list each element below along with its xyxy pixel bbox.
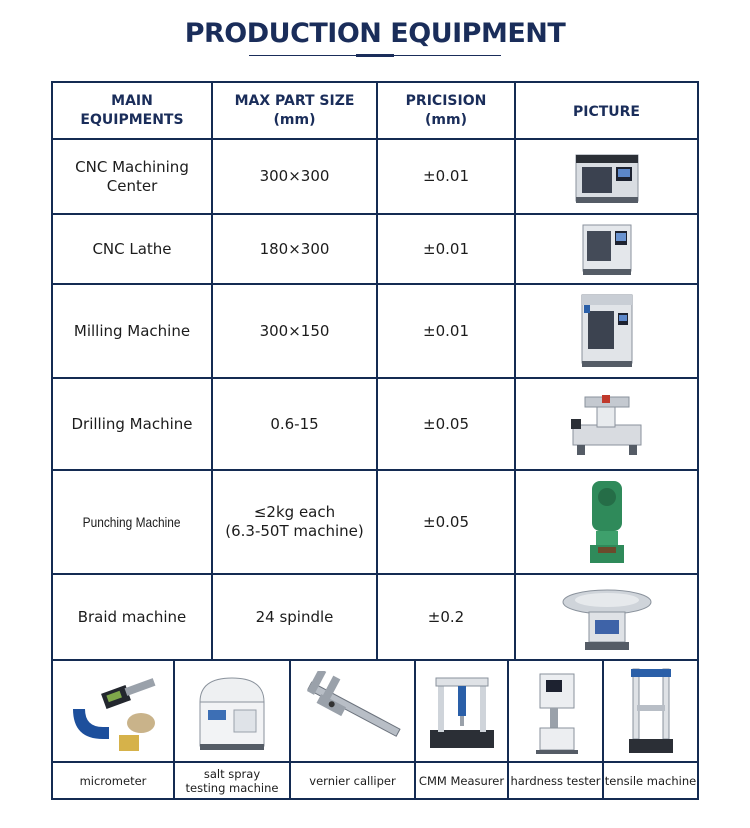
precision-value: ±0.01	[423, 167, 469, 185]
table-row-precision	[376, 283, 516, 379]
table-row-precision	[376, 469, 516, 575]
drilling-machine-icon	[567, 389, 647, 459]
equipment-name: Braid machine	[77, 607, 187, 626]
equipment-name: Punching Machine	[83, 513, 181, 530]
instrument-picture	[289, 659, 416, 763]
hardness-tester-icon	[526, 666, 586, 756]
equipment-name: CNC Machining Center	[75, 157, 189, 195]
table-row-size	[211, 213, 378, 285]
table-row-name	[51, 213, 213, 285]
table-row-name	[51, 469, 213, 575]
page-title: PRODUCTION EQUIPMENT	[184, 18, 566, 49]
table-row-precision	[376, 138, 516, 215]
cnc-machining-center-icon	[572, 147, 642, 207]
header-equipment	[51, 81, 213, 140]
table-row-picture	[514, 573, 699, 661]
vernier-calliper-icon	[297, 671, 409, 751]
table-row-name	[51, 377, 213, 471]
table-row-precision	[376, 213, 516, 285]
table-row-name	[51, 283, 213, 379]
instrument-name-line1: salt spray	[203, 766, 261, 781]
max-part-size: 24 spindle	[255, 607, 334, 626]
table-row-precision	[376, 377, 516, 471]
equipment-name: Milling Machine	[73, 321, 191, 340]
header-picture	[514, 81, 699, 140]
instrument-picture	[51, 659, 175, 763]
instrument-picture	[173, 659, 291, 763]
max-part-size-line2: (6.3-50T machine)	[225, 522, 364, 540]
table-row-picture	[514, 213, 699, 285]
cnc-lathe-icon	[577, 221, 637, 277]
braid-machine-icon	[559, 578, 655, 656]
instrument-label	[602, 761, 699, 800]
equipment-name: CNC Lathe	[92, 239, 172, 258]
max-part-size: 300×300	[259, 167, 330, 185]
max-part-size: 300×150	[259, 321, 330, 340]
header-size	[211, 81, 378, 140]
precision-value: ±0.05	[423, 414, 469, 433]
instrument-name: micrometer	[79, 773, 147, 788]
instrument-picture	[414, 659, 509, 763]
precision-value: ±0.01	[423, 239, 469, 258]
punching-machine-icon	[582, 477, 632, 567]
max-part-size: 180×300	[259, 239, 330, 258]
table-row-name	[51, 138, 213, 215]
table-row-size	[211, 573, 378, 661]
instrument-name-line2: testing machine	[185, 780, 279, 795]
instrument-picture	[602, 659, 699, 763]
table-row-size	[211, 469, 378, 575]
title-underline-accent	[356, 54, 394, 57]
micrometer-icon	[63, 669, 163, 753]
header-size-label: MAX PART SIZE (mm)	[234, 92, 355, 128]
table-row-size	[211, 138, 378, 215]
table-row-picture	[514, 377, 699, 471]
precision-value: ±0.2	[427, 607, 465, 626]
precision-value: ±0.05	[423, 512, 469, 531]
instrument-label	[507, 761, 604, 800]
instrument-name: hardness tester	[510, 773, 601, 788]
max-part-size-line1: ≤2kg each	[253, 503, 336, 521]
table-row-picture	[514, 138, 699, 215]
instrument-label	[173, 761, 291, 800]
header-precision-label: PRICISION (mm)	[405, 92, 487, 128]
table-row-picture	[514, 283, 699, 379]
table-row-precision	[376, 573, 516, 661]
table-row-picture	[514, 469, 699, 575]
salt-spray-tester-icon	[190, 668, 274, 754]
header-precision	[376, 81, 516, 140]
precision-value: ±0.01	[423, 321, 469, 340]
instrument-label	[289, 761, 416, 800]
max-part-size: 0.6-15	[270, 414, 319, 433]
cmm-measurer-icon	[422, 668, 502, 754]
instrument-name: vernier calliper	[309, 773, 396, 788]
instrument-label	[51, 761, 175, 800]
header-picture-label: PICTURE	[572, 104, 640, 120]
instrument-picture	[507, 659, 604, 763]
instrument-name: tensile machine	[604, 773, 697, 788]
instrument-name: CMM Measurer	[418, 773, 505, 788]
milling-machine-icon	[574, 291, 640, 371]
equipment-name: Drilling Machine	[71, 414, 193, 433]
table-row-name	[51, 573, 213, 661]
table-row-size	[211, 377, 378, 471]
table-row-size	[211, 283, 378, 379]
header-equipment-label: MAIN EQUIPMENTS	[80, 92, 184, 128]
tensile-machine-icon	[623, 665, 679, 757]
instrument-label	[414, 761, 509, 800]
